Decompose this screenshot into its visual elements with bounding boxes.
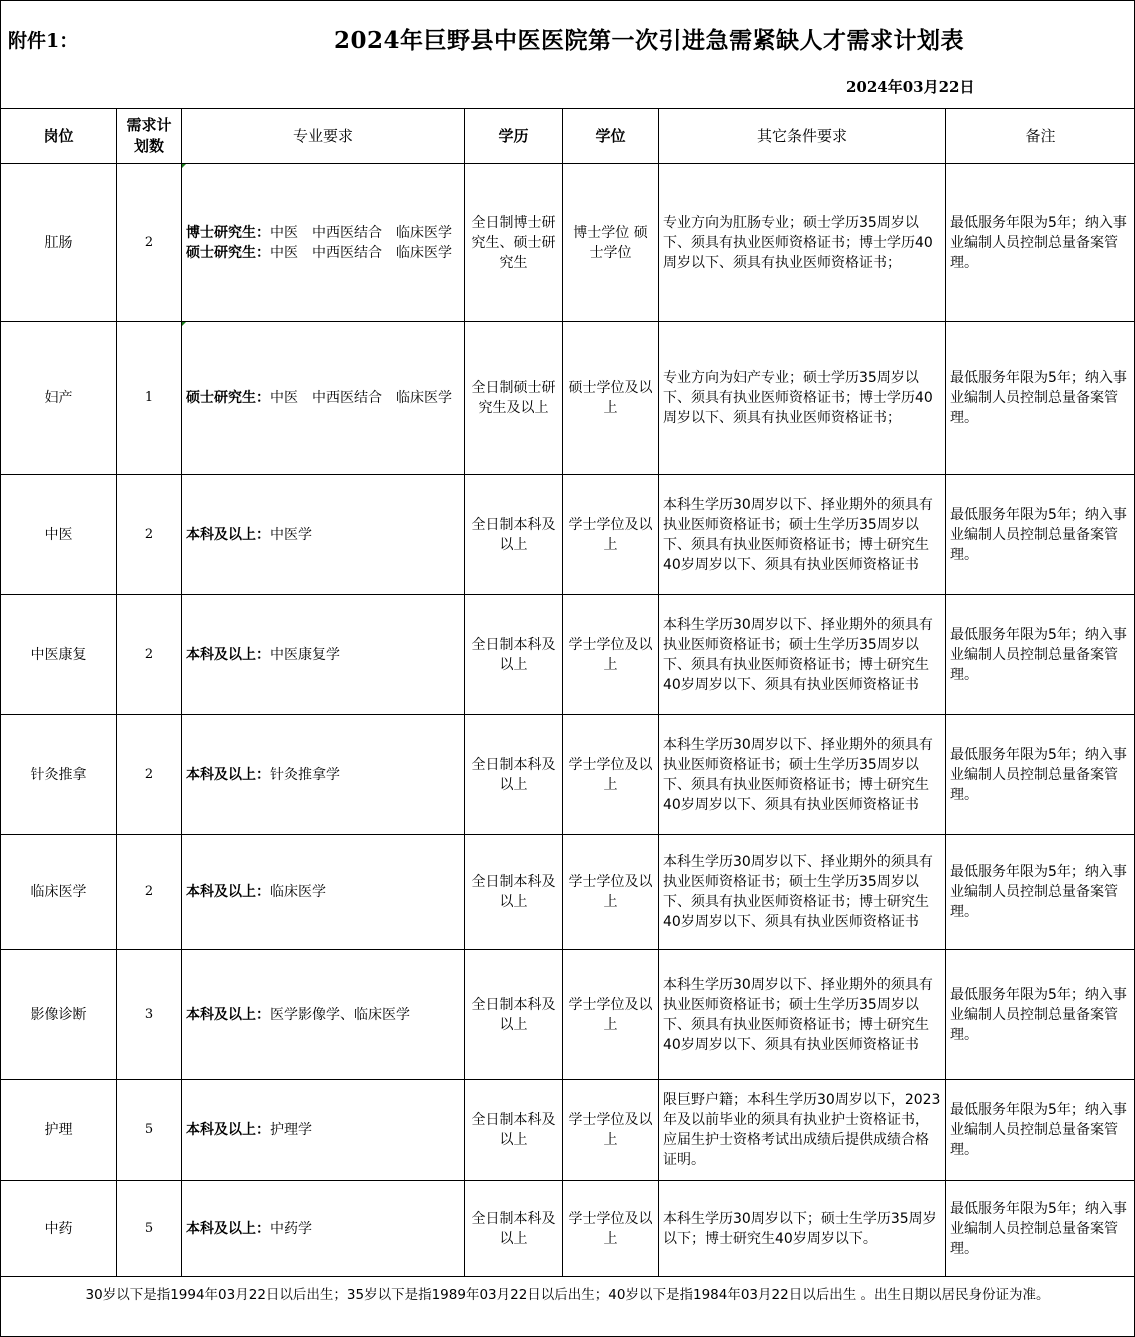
cell-count: 3 bbox=[117, 950, 182, 1080]
major-level: 硕士研究生： bbox=[186, 390, 270, 406]
cell-count: 2 bbox=[117, 164, 182, 322]
cell-major bbox=[182, 835, 465, 950]
document-date: 2024年03月22日 bbox=[846, 78, 975, 96]
col-header-note: 备注 bbox=[946, 109, 1135, 164]
cell-count: 2 bbox=[117, 475, 182, 595]
cell-note: 最低服务年限为5年；纳入事业编制人员控制总量备案管理。 bbox=[946, 164, 1135, 322]
major-line bbox=[186, 1120, 461, 1140]
cell-major bbox=[182, 595, 465, 715]
comment-marker bbox=[182, 322, 186, 326]
cell-degree: 硕士学位及以上 bbox=[563, 322, 659, 475]
cell-conditions: 本科生学历30周岁以下、择业期外的须具有执业医师资格证书；硕士生学历35周岁以下、须具有执业医师资格证书；博士研究生40岁周岁以下、须具有执业医师资格证书 bbox=[659, 835, 946, 950]
table-row bbox=[1, 1080, 1135, 1181]
major-level: 本科及以上： bbox=[186, 766, 270, 783]
cell-degree: 学士学位及以上 bbox=[563, 595, 659, 715]
cell-conditions: 本科生学历30周岁以下、择业期外的须具有执业医师资格证书；硕士生学历35周岁以下、须具有执业医师资格证书；博士研究生40岁周岁以下、须具有执业医师资格证书 bbox=[659, 475, 946, 595]
cell-post: 妇产 bbox=[1, 322, 117, 475]
major-line bbox=[186, 1005, 461, 1025]
cell-degree: 学士学位及以上 bbox=[563, 835, 659, 950]
cell-count: 2 bbox=[117, 595, 182, 715]
cell-post: 中医康复 bbox=[1, 595, 117, 715]
cell-post: 护理 bbox=[1, 1080, 117, 1181]
cell-major bbox=[182, 475, 465, 595]
cell-post: 肛肠 bbox=[1, 164, 117, 322]
table-row bbox=[1, 835, 1135, 950]
cell-major bbox=[182, 322, 465, 475]
cell-post: 临床医学 bbox=[1, 835, 117, 950]
comment-marker bbox=[182, 164, 186, 168]
col-header-count-line2: 划数 bbox=[133, 137, 164, 155]
cell-education: 全日制本科及以上 bbox=[465, 595, 563, 715]
cell-post: 影像诊断 bbox=[1, 950, 117, 1080]
cell-note: 最低服务年限为5年；纳入事业编制人员控制总量备案管理。 bbox=[946, 715, 1135, 835]
table-header-row bbox=[1, 109, 1135, 164]
major-subjects: 临床医学 bbox=[270, 884, 326, 900]
cell-conditions: 本科生学历30周岁以下、择业期外的须具有执业医师资格证书；硕士生学历35周岁以下、须具有执业医师资格证书；博士研究生40岁周岁以下、须具有执业医师资格证书 bbox=[659, 595, 946, 715]
table-row bbox=[1, 595, 1135, 715]
cell-note: 最低服务年限为5年；纳入事业编制人员控制总量备案管理。 bbox=[946, 835, 1135, 950]
cell-major bbox=[182, 1181, 465, 1277]
talent-plan-table bbox=[0, 108, 1135, 1277]
cell-degree: 学士学位及以上 bbox=[563, 715, 659, 835]
cell-note: 最低服务年限为5年；纳入事业编制人员控制总量备案管理。 bbox=[946, 322, 1135, 475]
cell-note: 最低服务年限为5年；纳入事业编制人员控制总量备案管理。 bbox=[946, 595, 1135, 715]
col-header-education: 学历 bbox=[465, 109, 563, 164]
major-subjects: 中医 中西医结合 临床医学 bbox=[270, 224, 452, 241]
attachment-label: 附件1： bbox=[8, 30, 79, 52]
major-subjects: 针灸推拿学 bbox=[270, 766, 340, 783]
table-row bbox=[1, 715, 1135, 835]
cell-post: 中医 bbox=[1, 475, 117, 595]
page-title: 2024年巨野县中医医院第一次引进急需紧缺人才需求计划表 bbox=[334, 27, 965, 54]
major-level: 本科及以上： bbox=[186, 884, 270, 900]
cell-note: 最低服务年限为5年；纳入事业编制人员控制总量备案管理。 bbox=[946, 475, 1135, 595]
cell-education: 全日制本科及以上 bbox=[465, 475, 563, 595]
cell-education: 全日制本科及以上 bbox=[465, 715, 563, 835]
major-subjects: 中医 中西医结合 临床医学 bbox=[270, 244, 452, 261]
major-subjects: 中药学 bbox=[270, 1220, 312, 1237]
cell-degree: 学士学位及以上 bbox=[563, 950, 659, 1080]
cell-major bbox=[182, 164, 465, 322]
cell-conditions: 专业方向为肛肠专业；硕士学历35周岁以下、须具有执业医师资格证书；博士学历40周岁以下、须具有执业医师资格证书； bbox=[659, 164, 946, 322]
cell-major bbox=[182, 715, 465, 835]
col-header-major: 专业要求 bbox=[182, 109, 465, 164]
cell-education: 全日制硕士研究生及以上 bbox=[465, 322, 563, 475]
major-line bbox=[186, 223, 461, 243]
cell-note: 最低服务年限为5年；纳入事业编制人员控制总量备案管理。 bbox=[946, 950, 1135, 1080]
cell-conditions: 专业方向为妇产专业；硕士学历35周岁以下、须具有执业医师资格证书；博士学历40周岁以下、须具有执业医师资格证书； bbox=[659, 322, 946, 475]
table-row bbox=[1, 322, 1135, 475]
col-header-count bbox=[117, 109, 182, 164]
table-row bbox=[1, 950, 1135, 1080]
major-level: 本科及以上： bbox=[186, 1006, 270, 1023]
major-level: 硕士研究生： bbox=[186, 244, 270, 261]
cell-count: 5 bbox=[117, 1080, 182, 1181]
major-level: 本科及以上： bbox=[186, 526, 270, 543]
cell-degree: 学士学位及以上 bbox=[563, 1181, 659, 1277]
major-line bbox=[186, 243, 461, 263]
cell-conditions: 限巨野户籍；本科生学历30周岁以下，2023年及以前毕业的须具有执业护士资格证书，应届生护士资格考试出成绩后提供成绩合格证明。 bbox=[659, 1080, 946, 1181]
cell-degree: 学士学位及以上 bbox=[563, 475, 659, 595]
cell-count: 1 bbox=[117, 322, 182, 475]
cell-education: 全日制本科及以上 bbox=[465, 835, 563, 950]
cell-note: 最低服务年限为5年；纳入事业编制人员控制总量备案管理。 bbox=[946, 1080, 1135, 1181]
col-header-degree: 学位 bbox=[563, 109, 659, 164]
cell-degree: 学士学位及以上 bbox=[563, 1080, 659, 1181]
major-level: 博士研究生： bbox=[186, 224, 270, 241]
major-line bbox=[186, 765, 461, 785]
major-line bbox=[186, 525, 461, 545]
col-header-conditions: 其它条件要求 bbox=[659, 109, 946, 164]
cell-count: 2 bbox=[117, 715, 182, 835]
major-subjects: 中医康复学 bbox=[270, 646, 340, 663]
major-subjects: 护理学 bbox=[270, 1122, 312, 1138]
major-subjects: 医学影像学、临床医学 bbox=[270, 1006, 410, 1023]
cell-education: 全日制本科及以上 bbox=[465, 1080, 563, 1181]
cell-education: 全日制博士研究生、硕士研究生 bbox=[465, 164, 563, 322]
footer-note: 30岁以下是指1994年03月22日以后出生；35岁以下是指1989年03月22日以后出生；40岁以下是指1984年03月22日以后出生 。出生日期以居民身份证为准。 bbox=[85, 1287, 1050, 1303]
document-header bbox=[0, 0, 1133, 108]
cell-education: 全日制本科及以上 bbox=[465, 1181, 563, 1277]
cell-major bbox=[182, 950, 465, 1080]
cell-note: 最低服务年限为5年；纳入事业编制人员控制总量备案管理。 bbox=[946, 1181, 1135, 1277]
cell-degree: 博士学位 硕士学位 bbox=[563, 164, 659, 322]
table-row bbox=[1, 164, 1135, 322]
major-subjects: 中医学 bbox=[270, 526, 312, 543]
major-level: 本科及以上： bbox=[186, 1220, 270, 1237]
major-line bbox=[186, 882, 461, 902]
cell-conditions: 本科生学历30周岁以下；硕士生学历35周岁以下；博士研究生40岁周岁以下。 bbox=[659, 1181, 946, 1277]
cell-post: 针灸推拿 bbox=[1, 715, 117, 835]
major-line bbox=[186, 1219, 461, 1239]
table-row bbox=[1, 1181, 1135, 1277]
major-line bbox=[186, 645, 461, 665]
cell-post: 中药 bbox=[1, 1181, 117, 1277]
major-level: 本科及以上： bbox=[186, 646, 270, 663]
cell-count: 5 bbox=[117, 1181, 182, 1277]
col-header-post: 岗位 bbox=[1, 109, 117, 164]
table-row bbox=[1, 475, 1135, 595]
cell-count: 2 bbox=[117, 835, 182, 950]
major-subjects: 中医 中西医结合 临床医学 bbox=[270, 390, 452, 406]
cell-conditions: 本科生学历30周岁以下、择业期外的须具有执业医师资格证书；硕士生学历35周岁以下、须具有执业医师资格证书；博士研究生40岁周岁以下、须具有执业医师资格证书 bbox=[659, 715, 946, 835]
col-header-count-line1: 需求计 bbox=[126, 116, 172, 134]
cell-education: 全日制本科及以上 bbox=[465, 950, 563, 1080]
cell-major bbox=[182, 1080, 465, 1181]
cell-conditions: 本科生学历30周岁以下、择业期外的须具有执业医师资格证书；硕士生学历35周岁以下、须具有执业医师资格证书；博士研究生40岁周岁以下、须具有执业医师资格证书 bbox=[659, 950, 946, 1080]
major-line bbox=[186, 388, 461, 408]
major-level: 本科及以上： bbox=[186, 1122, 270, 1138]
